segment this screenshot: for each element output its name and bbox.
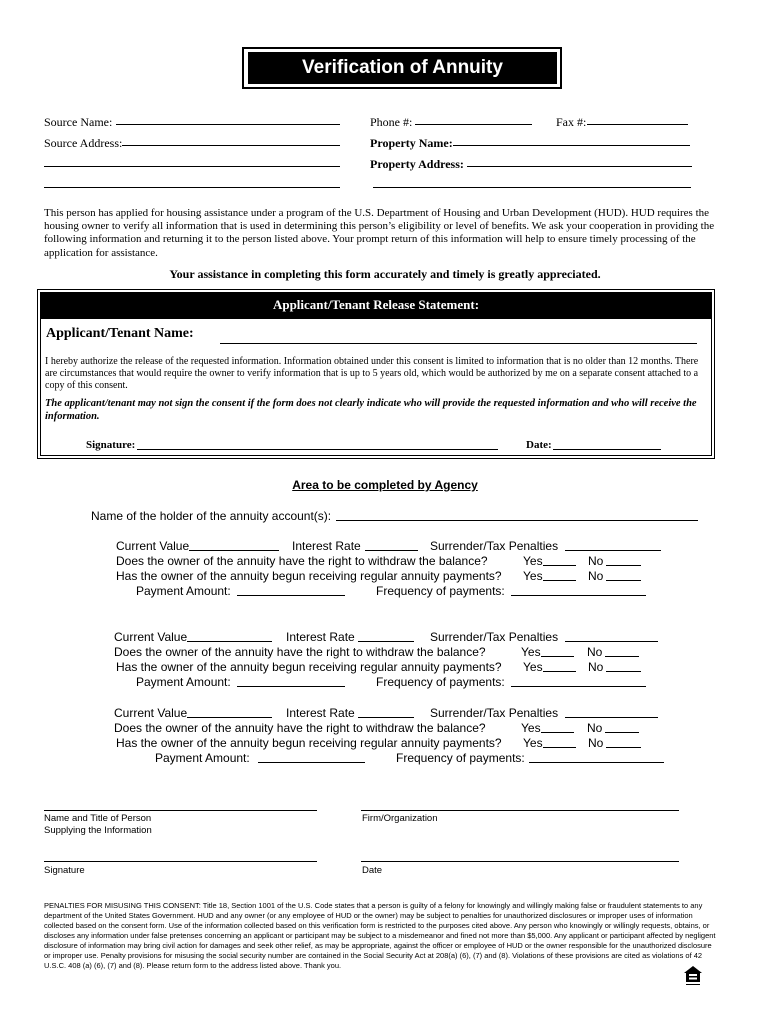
withdraw-yes-field[interactable] xyxy=(541,732,574,733)
firm-organization-label: Firm/Organization xyxy=(362,813,438,824)
source-address-label: Source Address: xyxy=(44,136,123,150)
intro-paragraph: This person has applied for housing assistance under a program of the U.S. Department of Housing and Urban Development (HUD). HUD requires the housing owner to verify all information that is used in determining this person’s eligibility or level of benefits. We ask your cooperation in providing the following information and returning it to the person listed above. Your prompt return of this information will help to ensure timely processing of the application for assistance. xyxy=(44,207,715,259)
firm-organization-field[interactable] xyxy=(361,810,679,811)
withdraw-no-label: No xyxy=(587,721,603,735)
current-value-label: Current Value xyxy=(116,539,190,553)
frequency-label: Frequency of payments: xyxy=(396,751,525,765)
applicant-date-field[interactable] xyxy=(553,449,661,450)
property-name-field[interactable] xyxy=(453,145,690,146)
withdraw-yes-label: Yes xyxy=(523,554,543,568)
property-address-field-2[interactable] xyxy=(373,187,691,188)
withdraw-yes-label: Yes xyxy=(521,721,541,735)
payments-no-label: No xyxy=(588,736,604,750)
payments-no-field[interactable] xyxy=(606,580,641,581)
source-address-field-2[interactable] xyxy=(44,166,340,167)
page-title: Verification of Annuity xyxy=(248,52,557,84)
source-name-field[interactable] xyxy=(116,124,340,125)
payments-yes-label: Yes xyxy=(523,736,543,750)
payments-yes-label: Yes xyxy=(523,660,543,674)
payments-question: Has the owner of the annuity begun receiving regular annuity payments? xyxy=(116,660,502,674)
payments-yes-label: Yes xyxy=(523,569,543,583)
interest-rate-label: Interest Rate xyxy=(286,706,355,720)
property-name-label: Property Name: xyxy=(370,136,453,150)
applicant-name-label: Applicant/Tenant Name: xyxy=(46,326,194,341)
current-value-field[interactable] xyxy=(187,717,272,718)
payment-amount-field[interactable] xyxy=(237,595,345,596)
equal-housing-opportunity-icon xyxy=(683,965,703,987)
surrender-penalties-label: Surrender/Tax Penalties xyxy=(430,706,559,720)
fax-field[interactable] xyxy=(587,124,688,125)
applicant-name-field[interactable] xyxy=(220,343,697,344)
withdraw-question: Does the owner of the annuity have the right to withdraw the balance? xyxy=(114,645,486,659)
current-value-label: Current Value xyxy=(114,706,188,720)
holder-name-label: Name of the holder of the annuity account(s): xyxy=(91,509,332,523)
surrender-penalties-label: Surrender/Tax Penalties xyxy=(430,539,559,553)
payments-question: Has the owner of the annuity begun receiving regular annuity payments? xyxy=(116,736,502,750)
source-name-label: Source Name: xyxy=(44,115,113,129)
withdraw-yes-field[interactable] xyxy=(541,656,574,657)
withdraw-no-label: No xyxy=(588,554,604,568)
payments-yes-field[interactable] xyxy=(543,580,576,581)
penalties-text: PENALTIES FOR MISUSING THIS CONSENT: Title 18, Section 1001 of the U.S. Code states that a person is guilty of a felony for knowingly and willingly making false or fraudulent statements to any department of the United States Government. HUD and any owner (or any employee of HUD or the owner) may be subject to penalties for unauthorized disclosures or improper uses of information collected based on the consent form. Use of the information collected based on this verification form is restricted to the purposes cited above. Any person who knowingly or willingly requests, obtains, or discloses any information under false pretenses concerning an applicant or participant may be subject to a misdemeanor and fined not more than $5,000. Any applicant or participant affected by negligent disclosure of information may bring civil action for damages and seek other relief, as may be appropriate, against the officer or employee of HUD or the owner responsible for the unauthorized disclosure or improper use. Penalty provisions for misusing the social security number are contained in the Social Security Act at 208(a) (6), (7) and (8). Violations of these provisions are cited as violations of 42 U.S.C. 408 (a) (6), (7) and (8). Please return form to the address listed above. Thank you. xyxy=(44,901,716,970)
authorization-text: I hereby authorize the release of the requested information. Information obtained under this consent is limited to information that is no older than 12 months. There are circumstances that would require the owner to verify information that is up to 5 years old, which would be authorized by me on a separate consent attached to a copy of this consent. xyxy=(45,356,699,391)
withdraw-question: Does the owner of the annuity have the right to withdraw the balance? xyxy=(114,721,486,735)
surrender-penalties-field[interactable] xyxy=(565,550,661,551)
consent-warning-text: The applicant/tenant may not sign the consent if the form does not clearly indicate who will provide the requested information and who will receive the information. xyxy=(45,398,697,422)
applicant-date-label: Date: xyxy=(526,439,552,451)
supplier-date-label: Date xyxy=(362,865,383,876)
payments-yes-field[interactable] xyxy=(543,747,576,748)
payment-amount-field[interactable] xyxy=(237,686,345,687)
release-statement-header: Applicant/Tenant Release Statement: xyxy=(40,292,712,318)
payment-amount-label: Payment Amount: xyxy=(155,751,250,765)
interest-rate-field[interactable] xyxy=(358,641,414,642)
interest-rate-field[interactable] xyxy=(365,550,418,551)
withdraw-yes-label: Yes xyxy=(521,645,541,659)
payments-yes-field[interactable] xyxy=(543,671,576,672)
withdraw-no-label: No xyxy=(587,645,603,659)
interest-rate-field[interactable] xyxy=(358,717,414,718)
withdraw-question: Does the owner of the annuity have the right to withdraw the balance? xyxy=(116,554,488,568)
withdraw-no-field[interactable] xyxy=(605,732,639,733)
surrender-penalties-field[interactable] xyxy=(565,641,658,642)
surrender-penalties-label: Surrender/Tax Penalties xyxy=(430,630,559,644)
payments-question: Has the owner of the annuity begun receiving regular annuity payments? xyxy=(116,569,502,583)
applicant-signature-field[interactable] xyxy=(137,449,498,450)
supplier-signature-label: Signature xyxy=(44,865,85,876)
payment-amount-label: Payment Amount: xyxy=(136,675,231,689)
property-address-label: Property Address: xyxy=(370,157,464,171)
name-title-field[interactable] xyxy=(44,810,317,811)
appreciation-text: Your assistance in completing this form accurately and timely is greatly appreciated. xyxy=(169,267,601,281)
withdraw-no-field[interactable] xyxy=(606,565,641,566)
frequency-field[interactable] xyxy=(529,762,664,763)
source-address-field-3[interactable] xyxy=(44,187,340,188)
frequency-label: Frequency of payments: xyxy=(376,584,505,598)
payments-no-label: No xyxy=(588,569,604,583)
payment-amount-field[interactable] xyxy=(258,762,365,763)
current-value-field[interactable] xyxy=(187,641,272,642)
frequency-field[interactable] xyxy=(511,595,646,596)
surrender-penalties-field[interactable] xyxy=(565,717,658,718)
current-value-label: Current Value xyxy=(114,630,188,644)
supplier-signature-field[interactable] xyxy=(44,861,317,862)
frequency-field[interactable] xyxy=(511,686,646,687)
property-address-field-1[interactable] xyxy=(467,166,692,167)
agency-heading: Area to be completed by Agency xyxy=(292,478,478,492)
withdraw-yes-field[interactable] xyxy=(543,565,576,566)
holder-name-field[interactable] xyxy=(336,520,698,521)
fax-label: Fax #: xyxy=(556,115,587,129)
phone-label: Phone #: xyxy=(370,115,413,129)
interest-rate-label: Interest Rate xyxy=(292,539,361,553)
phone-field[interactable] xyxy=(415,124,532,125)
interest-rate-label: Interest Rate xyxy=(286,630,355,644)
applicant-signature-label: Signature: xyxy=(86,439,136,451)
payments-no-label: No xyxy=(588,660,604,674)
supplier-date-field[interactable] xyxy=(361,861,679,862)
payments-no-field[interactable] xyxy=(606,671,641,672)
withdraw-no-field[interactable] xyxy=(605,656,639,657)
payments-no-field[interactable] xyxy=(606,747,641,748)
current-value-field[interactable] xyxy=(189,550,279,551)
payment-amount-label: Payment Amount: xyxy=(136,584,231,598)
frequency-label: Frequency of payments: xyxy=(376,675,505,689)
name-title-label: Name and Title of Person xyxy=(44,813,152,824)
source-address-field-1[interactable] xyxy=(122,145,340,146)
supplying-info-label: Supplying the Information xyxy=(44,825,152,836)
